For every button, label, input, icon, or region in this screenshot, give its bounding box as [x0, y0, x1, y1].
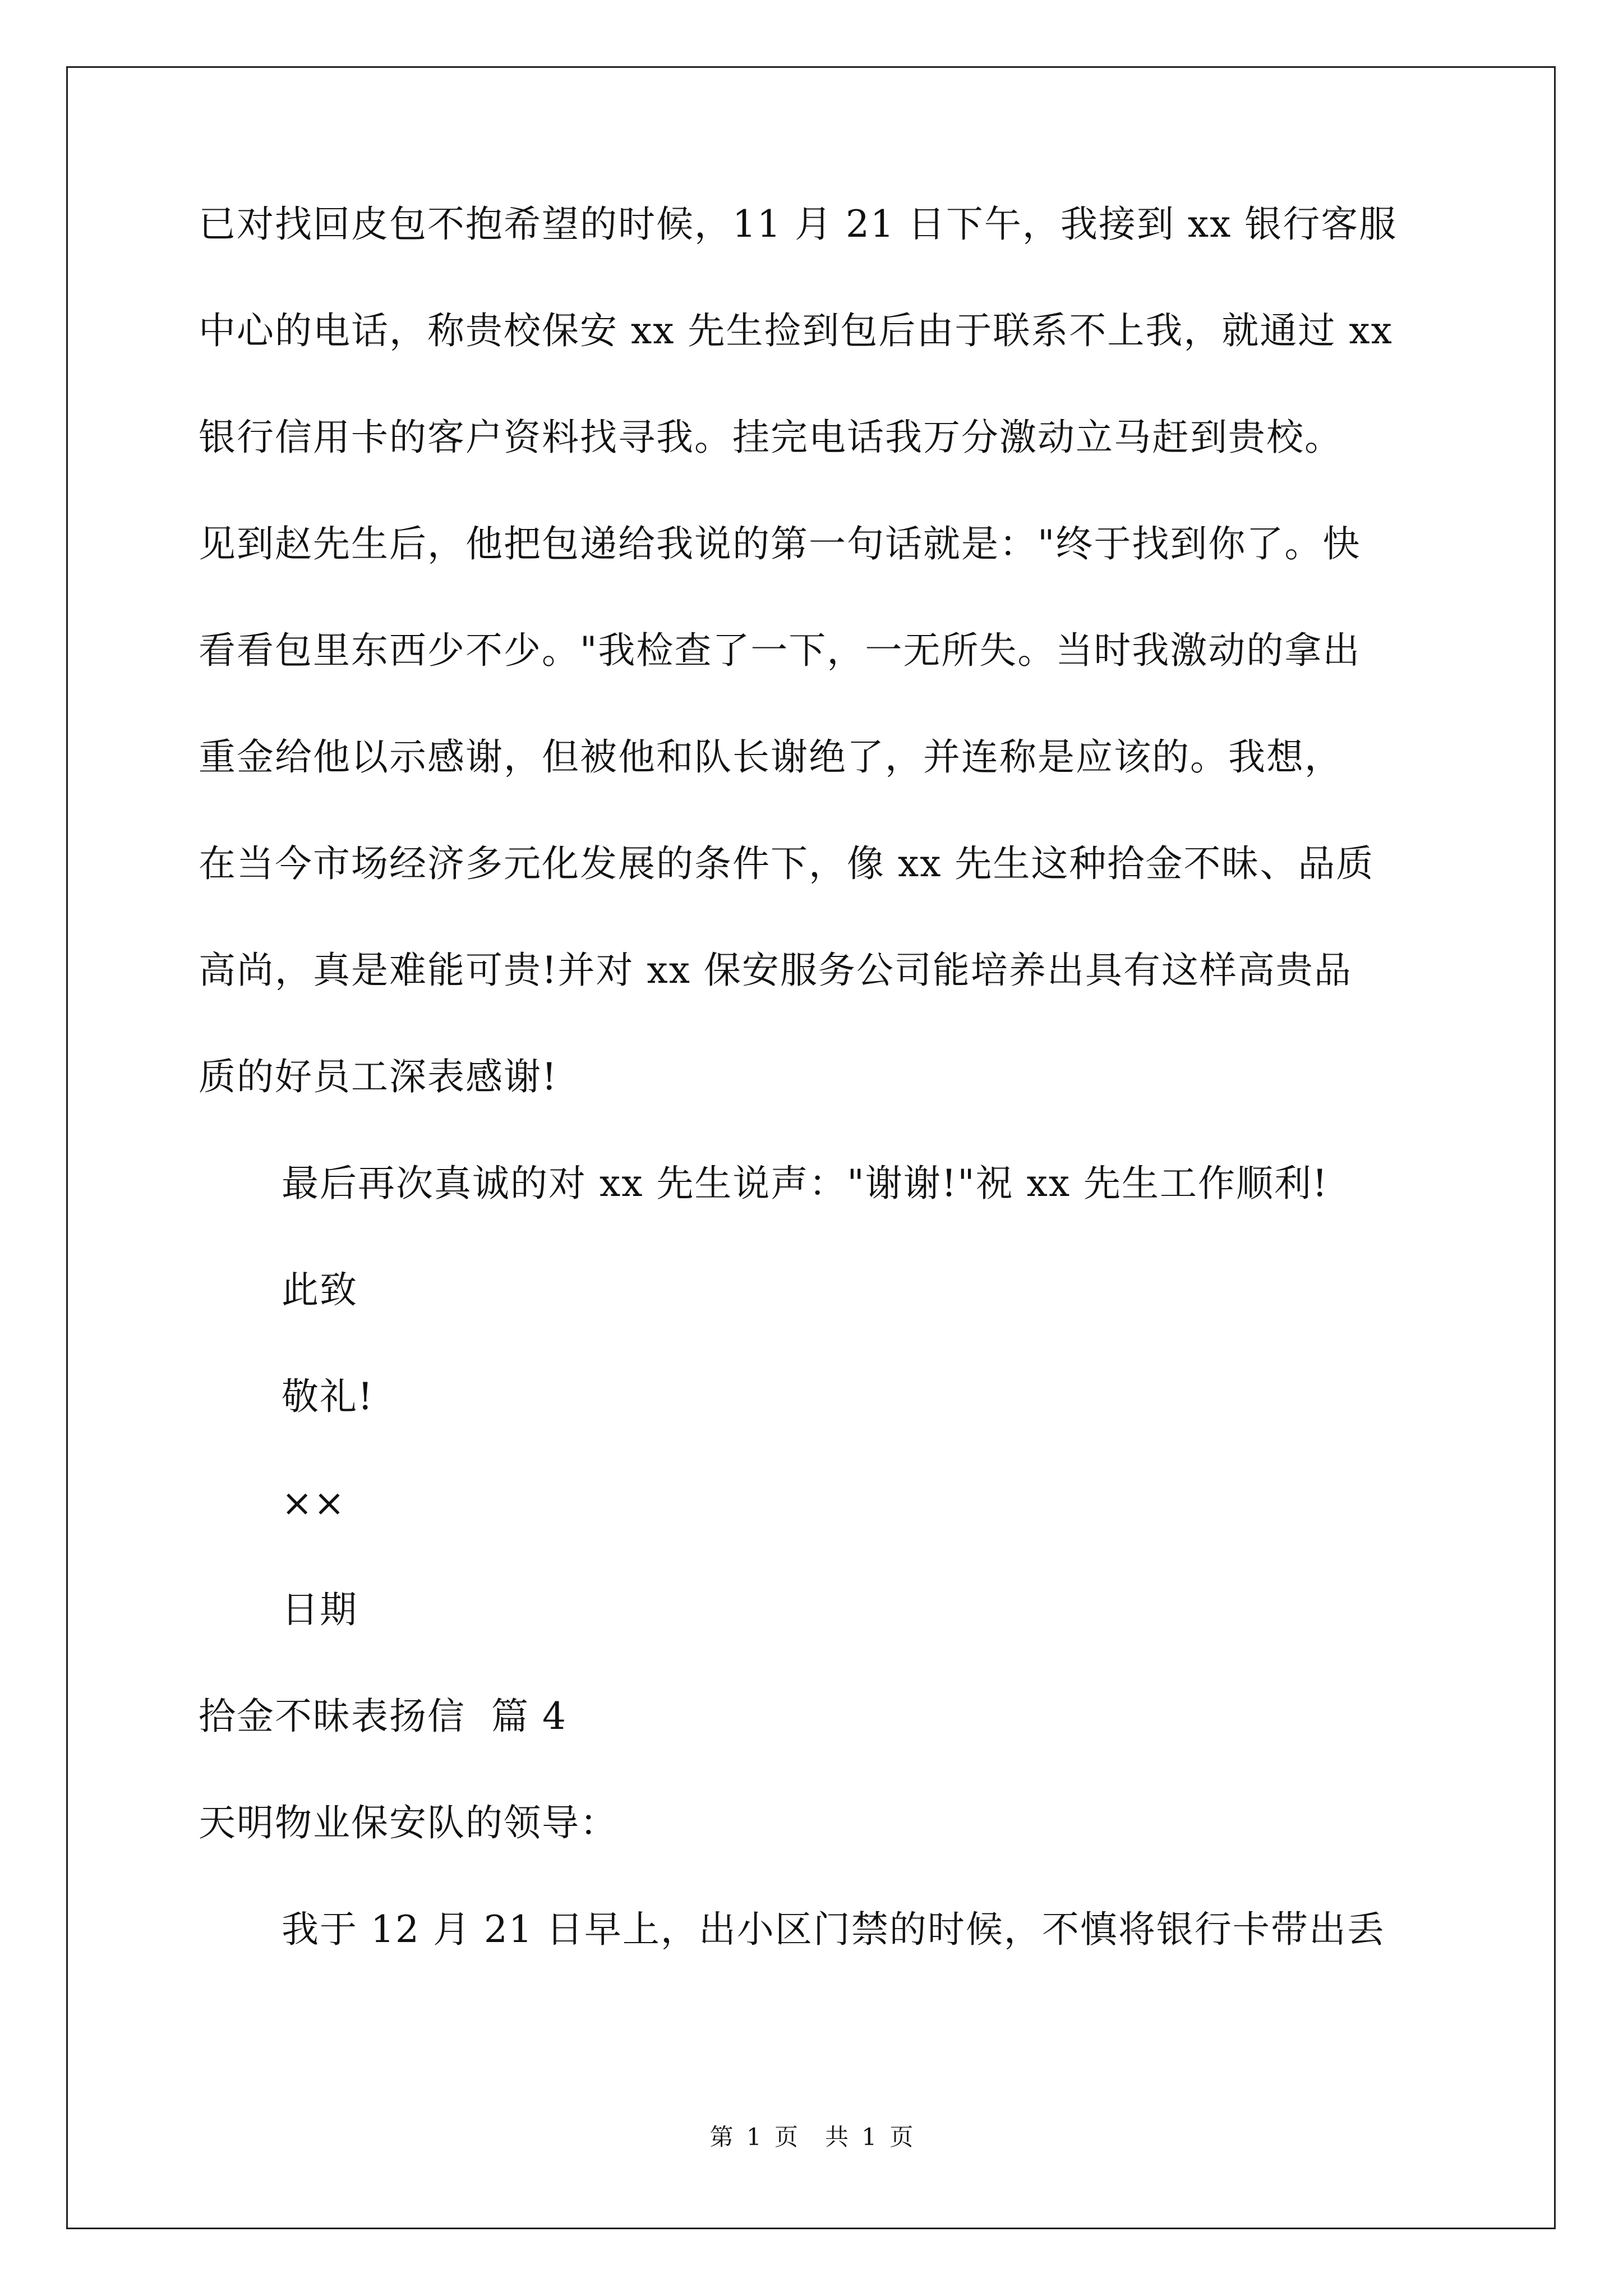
paragraph-line: 看看包里东西少不少。"我检查了一下，一无所失。当时我激动的拿出	[199, 629, 1361, 672]
paragraph-line: 在当今市场经济多元化发展的条件下，像 xx 先生这种拾金不昧、品质	[199, 842, 1375, 885]
page-total: 共 1 页	[825, 2123, 914, 2151]
paragraph-line: 我于 12 月 21 日早上，出小区门禁的时候，不慎将银行卡带出丢	[282, 1908, 1385, 1951]
signature-line: ××	[282, 1481, 346, 1525]
paragraph-line: 质的好员工深表感谢!	[199, 1055, 558, 1098]
paragraph-line: 中心的电话，称贵校保安 xx 先生捡到包后由于联系不上我，就通过 xx	[199, 309, 1393, 352]
closing-wish-line: 最后再次真诚的对 xx 先生说声："谢谢!"祝 xx 先生工作顺利!	[282, 1162, 1329, 1205]
salutation-line: 此致	[282, 1268, 358, 1312]
page-number: 第 1 页	[709, 2123, 798, 2151]
letter-greeting: 天明物业保安队的领导：	[199, 1801, 618, 1844]
paragraph-line: 见到赵先生后，他把包递给我说的第一句话就是："终于找到你了。快	[199, 522, 1361, 565]
paragraph-line: 高尚，真是难能可贵!并对 xx 保安服务公司能培养出具有这样高贵品	[199, 949, 1352, 992]
page-footer	[0, 2123, 1623, 2151]
paragraph-line: 已对找回皮包不抱希望的时候，11 月 21 日下午，我接到 xx 银行客服	[199, 203, 1398, 246]
paragraph-line: 银行信用卡的客户资料找寻我。挂完电话我万分激动立马赶到贵校。	[199, 416, 1343, 459]
section-heading: 拾金不昧表扬信 篇 4	[199, 1695, 567, 1738]
page-border	[66, 66, 1556, 2229]
date-line: 日期	[282, 1588, 358, 1631]
salutation-line: 敬礼!	[282, 1375, 374, 1418]
paragraph-line: 重金给他以示感谢，但被他和队长谢绝了，并连称是应该的。我想，	[199, 735, 1343, 779]
